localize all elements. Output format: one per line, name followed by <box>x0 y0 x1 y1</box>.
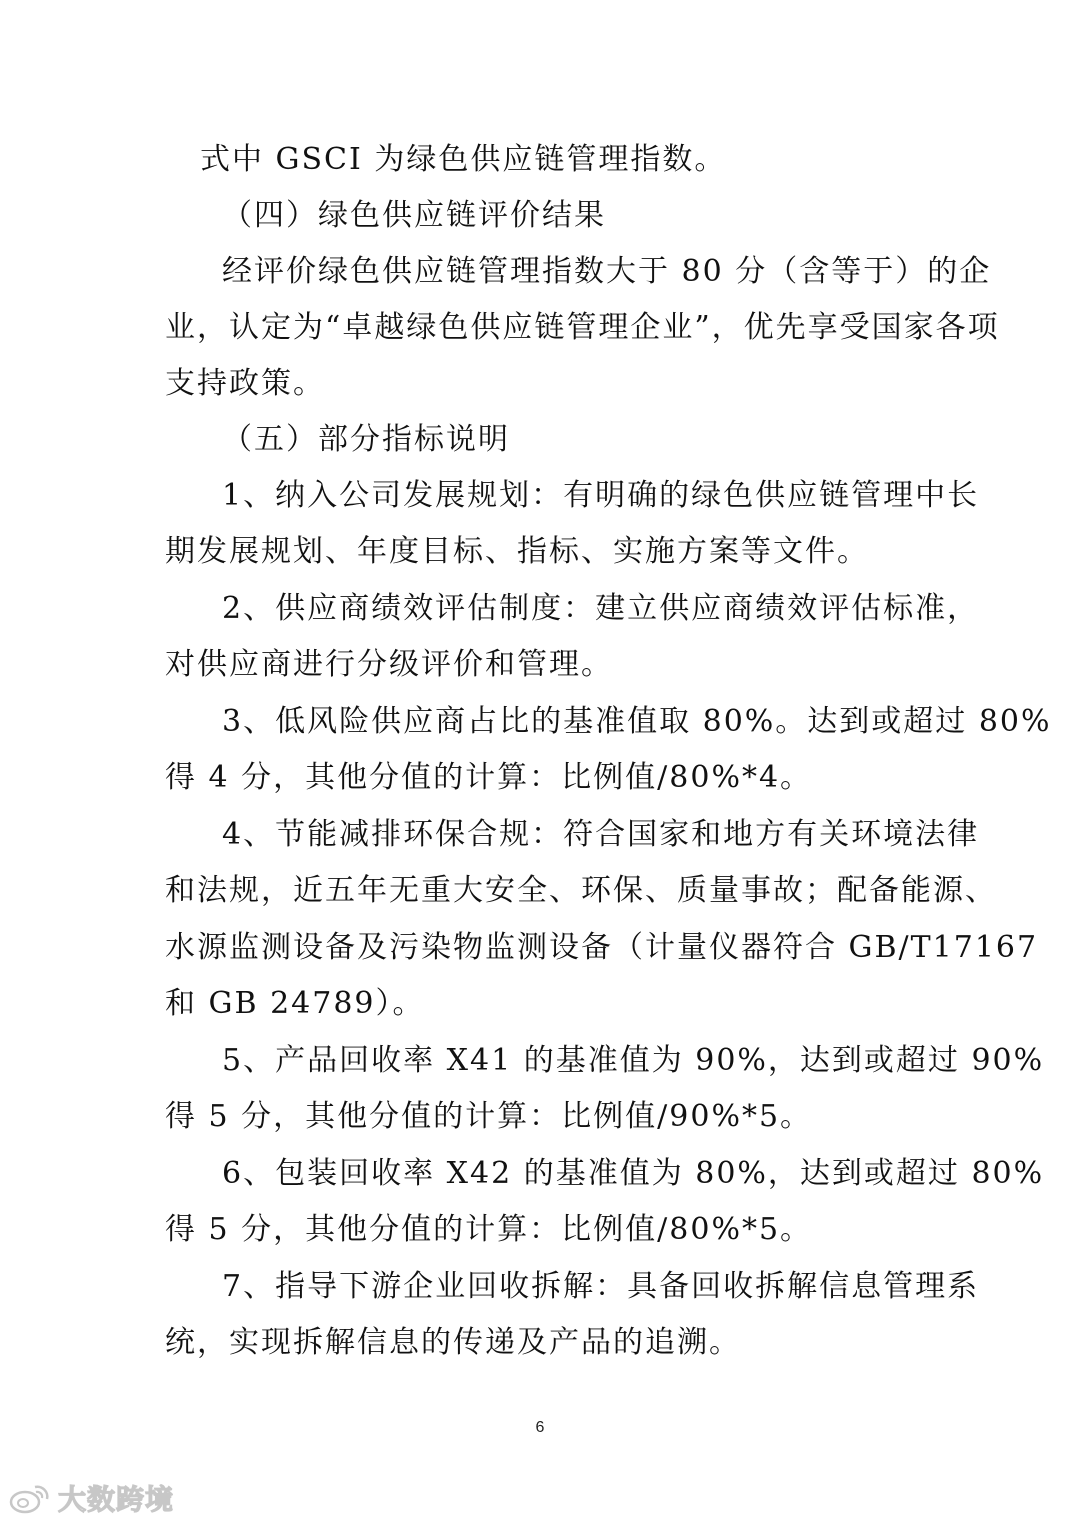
text-line: 得 4 分，其他分值的计算：比例值/80%*4。 <box>165 760 813 795</box>
section-heading: （四）绿色供应链评价结果 <box>222 198 606 233</box>
text-line: 对供应商进行分级评价和管理。 <box>165 647 613 682</box>
text-line: 1、纳入公司发展规划：有明确的绿色供应链管理中长 <box>222 478 980 513</box>
text-line: 得 5 分，其他分值的计算：比例值/90%*5。 <box>165 1099 813 1134</box>
text-line: 和 GB 24789）。 <box>165 986 425 1021</box>
text-line: 统，实现拆解信息的传递及产品的追溯。 <box>165 1325 741 1360</box>
text-line: 5、产品回收率 X41 的基准值为 90%，达到或超过 90% <box>222 1043 1045 1078</box>
text-line: 3、低风险供应商占比的基准值取 80%。达到或超过 80% <box>222 704 1052 739</box>
text-line: 支持政策。 <box>165 366 325 401</box>
text-line: 7、指导下游企业回收拆解：具备回收拆解信息管理系 <box>222 1269 980 1304</box>
section-heading: （五）部分指标说明 <box>222 422 510 457</box>
text-line: 经评价绿色供应链管理指数大于 80 分（含等于）的企 <box>222 254 992 289</box>
text-line: 6、包装回收率 X42 的基准值为 80%，达到或超过 80% <box>222 1156 1045 1191</box>
text-line: 和法规，近五年无重大安全、环保、质量事故；配备能源、 <box>165 873 997 908</box>
text-line: 4、节能减排环保合规：符合国家和地方有关环境法律 <box>222 817 980 852</box>
text-line: 2、供应商绩效评估制度：建立供应商绩效评估标准， <box>222 591 980 626</box>
watermark-text: 大数跨境 <box>58 1483 175 1516</box>
text-line: 业，认定为“卓越绿色供应链管理企业”，优先享受国家各项 <box>165 310 1000 345</box>
text-line: 期发展规划、年度目标、指标、实施方案等文件。 <box>165 534 869 569</box>
page-number: 6 <box>535 1419 545 1436</box>
weibo-logo-icon <box>8 1481 52 1515</box>
text-line: 水源监测设备及污染物监测设备（计量仪器符合 GB/T17167 <box>165 930 1039 965</box>
text-line: 式中 GSCI 为绿色供应链管理指数。 <box>200 142 727 177</box>
text-line: 得 5 分，其他分值的计算：比例值/80%*5。 <box>165 1212 813 1247</box>
watermark <box>8 1478 174 1518</box>
